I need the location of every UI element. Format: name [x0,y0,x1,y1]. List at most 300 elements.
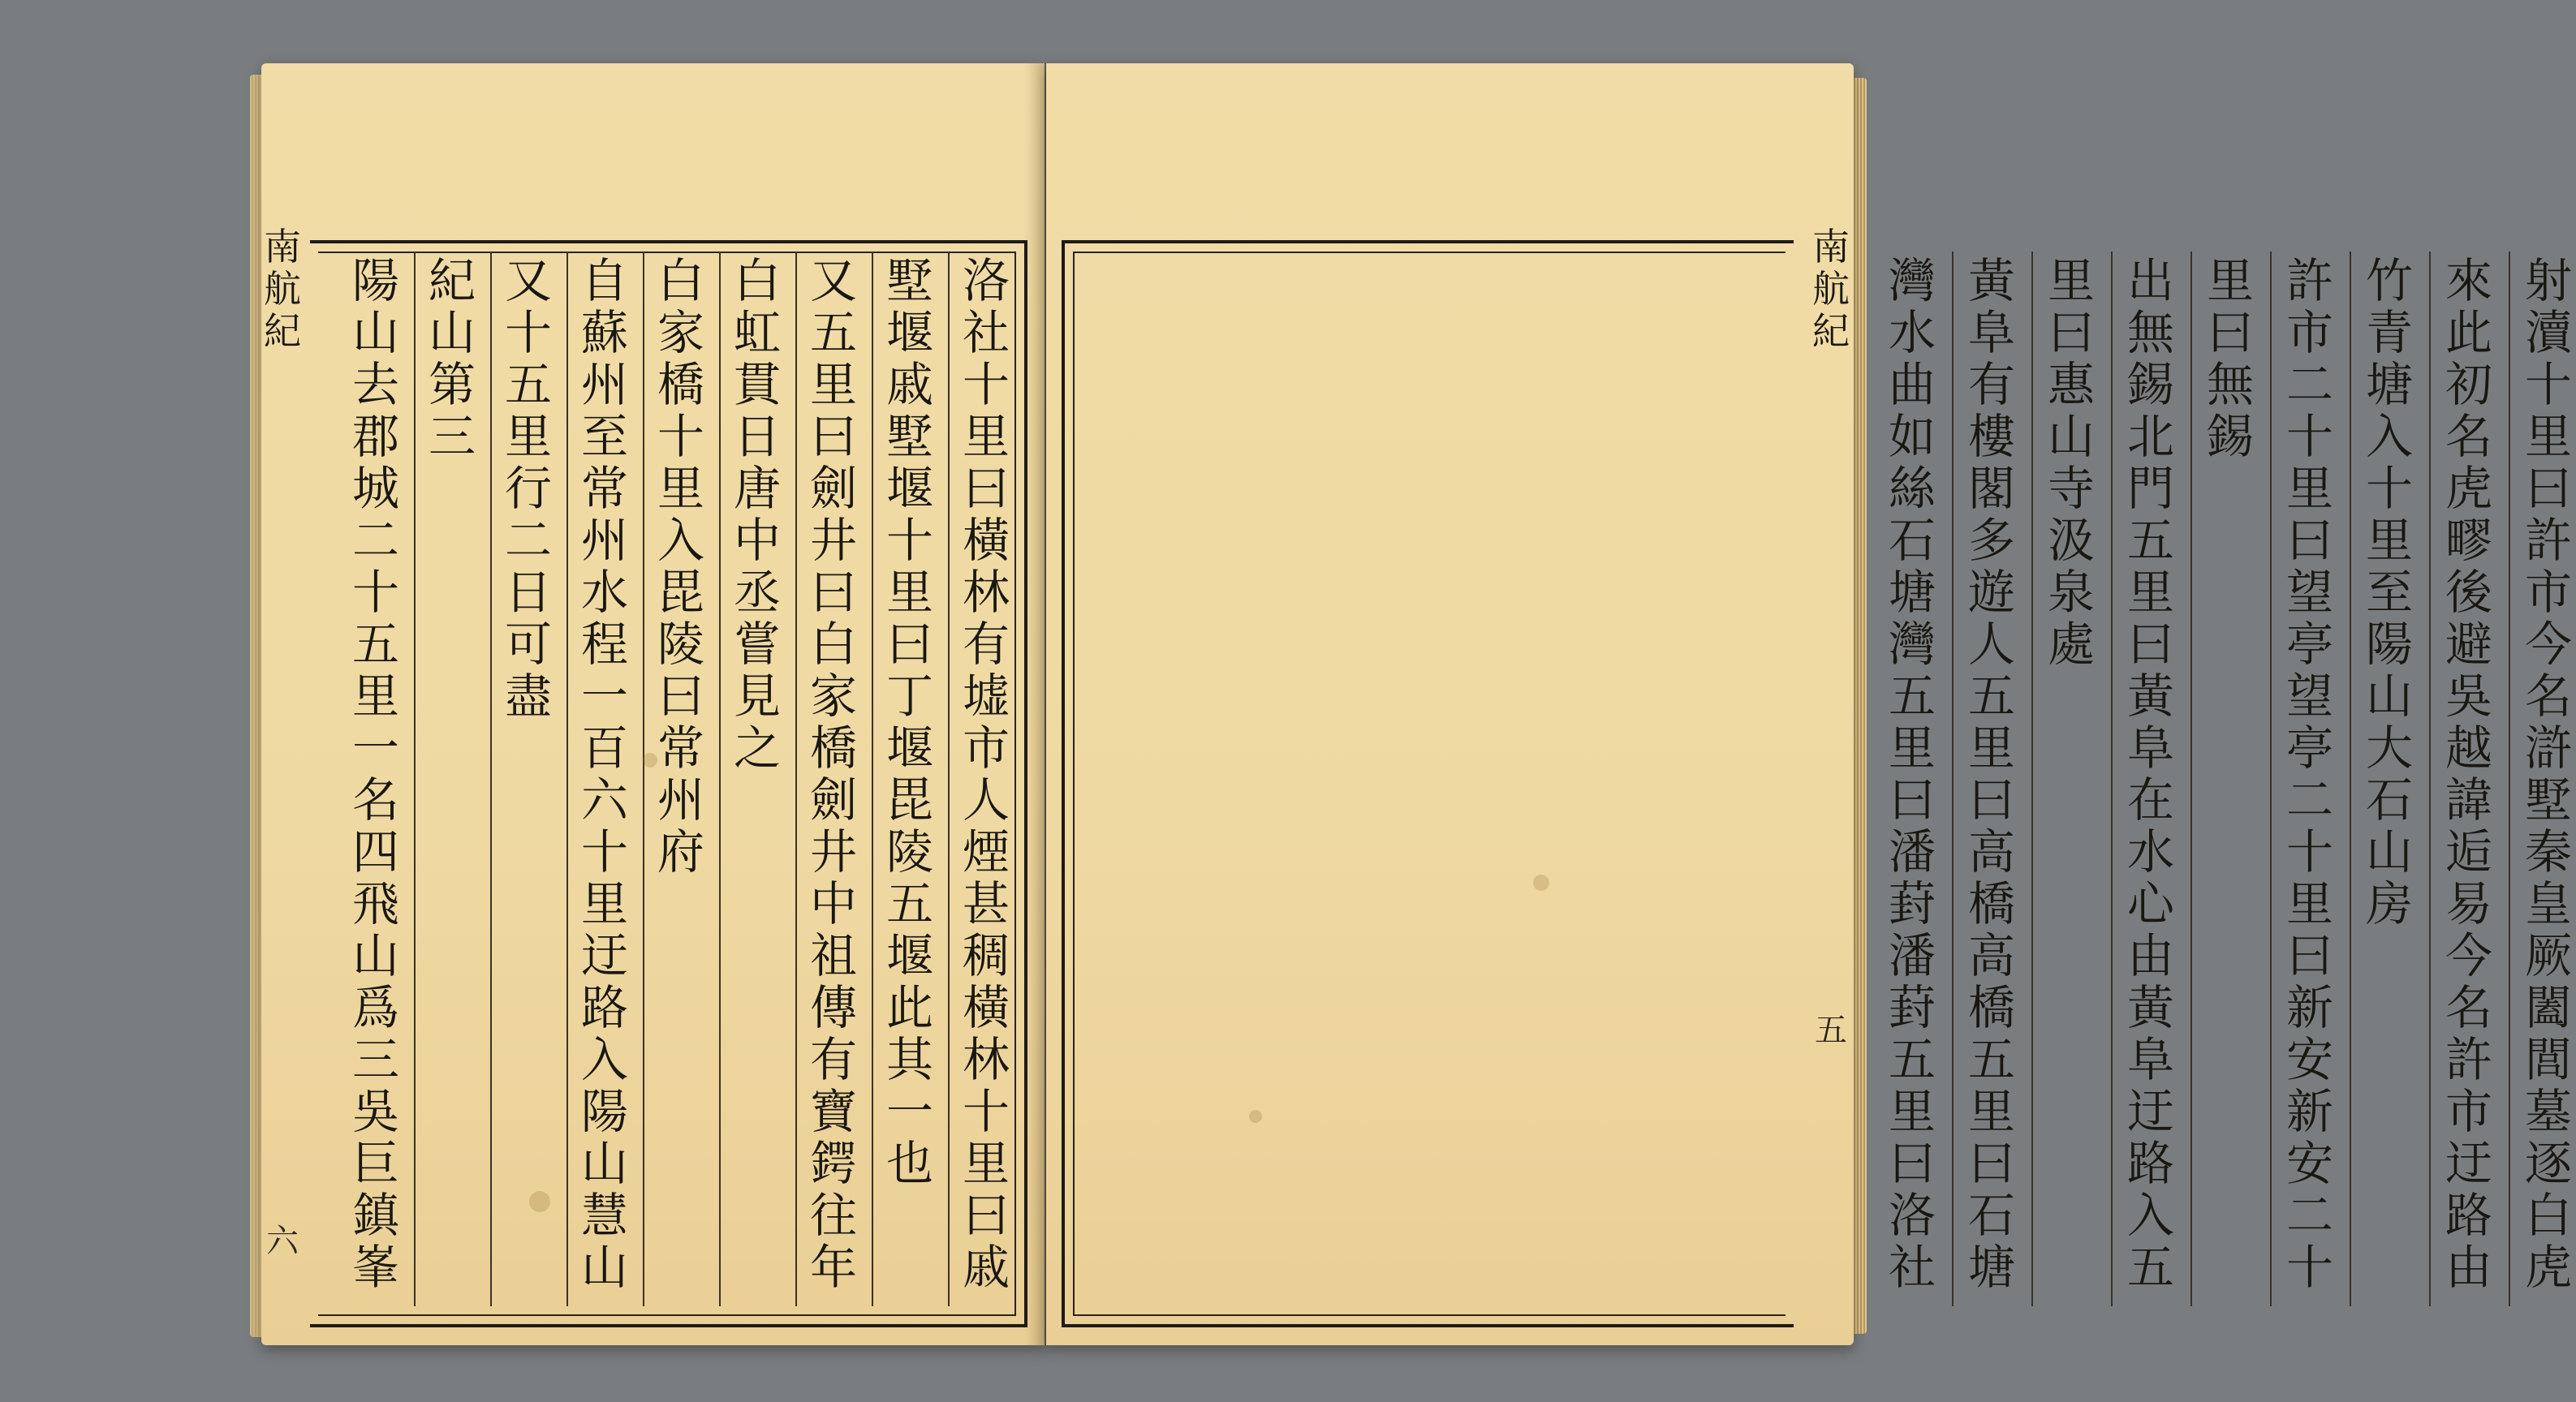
glyph: 在 [2126,772,2174,828]
right-folio: 五 [1815,1012,1847,1049]
glyph: 常 [580,461,628,516]
glyph: 里 [809,357,857,412]
glyph: 路 [580,980,628,1035]
glyph: 迂 [580,928,628,983]
glyph: 青 [2365,305,2413,360]
glyph: 里 [657,461,704,516]
glyph: 里 [1888,720,1936,776]
glyph: 百 [580,720,628,776]
glyph: 傳 [809,980,857,1035]
column-rule [490,252,492,1306]
glyph: 丞 [733,565,781,620]
glyph: 可 [504,617,552,672]
glyph: 市 [2285,305,2333,360]
glyph: 錫 [2206,409,2254,464]
glyph: 山 [580,1136,628,1191]
glyph: 慧 [580,1188,628,1243]
glyph: 入 [2126,1188,2174,1243]
glyph: 高 [1967,824,2015,879]
glyph: 北 [2126,409,2174,464]
glyph: 五 [1967,669,2015,724]
paper-stain [529,1191,550,1212]
glyph: 寶 [809,1084,857,1139]
glyph: 橋 [809,720,857,776]
glyph: 十 [580,824,628,879]
glyph: 入 [657,513,704,568]
glyph: 入 [580,1032,628,1087]
glyph: 名 [2524,669,2572,724]
glyph: 今 [2524,617,2572,672]
right-margin-title [1810,226,1852,352]
glyph: 入 [2365,409,2413,464]
glyph: 寺 [2047,461,2095,516]
glyph: 里 [2285,876,2333,931]
glyph: 有 [962,617,1010,672]
glyph: 瀆 [2524,305,2572,360]
glyph: 新 [2285,1084,2333,1139]
glyph: 由 [2445,1240,2492,1295]
glyph: 名 [2445,980,2492,1035]
glyph: 錫 [2126,357,2174,412]
glyph: 井 [809,824,857,879]
column-rule [872,252,873,1306]
glyph: 自 [580,253,628,308]
glyph: 里 [1967,720,2015,776]
glyph: 陽 [2365,617,2413,672]
glyph: 此 [2445,305,2492,360]
glyph: 二 [504,513,552,568]
glyph: 曰 [1967,1136,2015,1191]
glyph: 水 [1888,305,1936,360]
glyph: 遊 [1967,565,2015,620]
glyph: 丁 [885,669,933,724]
glyph: 有 [809,1032,857,1087]
glyph: 里 [962,1136,1010,1191]
text-column [730,255,785,1293]
glyph: 戚 [962,1240,1010,1295]
glyph: 州 [580,357,628,412]
glyph: 白 [2524,1188,2572,1243]
glyph: 家 [809,669,857,724]
glyph: 汲 [2047,513,2095,568]
right-page [1046,63,2572,1345]
glyph: 塘 [1888,565,1936,620]
text-column [501,255,556,1293]
glyph: 五 [1888,669,1936,724]
column-rule [948,252,950,1306]
text-column [2441,255,2496,1293]
glyph: 曰 [2126,617,2174,672]
glyph: 墓 [2524,1084,2572,1139]
glyph: 塘 [1967,1240,2015,1295]
glyph: 望 [2285,669,2333,724]
glyph: 六 [580,772,628,828]
glyph: 門 [2126,461,2174,516]
glyph: 山 [351,305,399,360]
glyph: 一 [351,720,399,776]
paper-stain [643,753,657,768]
glyph: 里 [504,409,552,464]
glyph: 堰 [885,720,933,776]
glyph: 劍 [809,772,857,828]
glyph: 吳 [2445,669,2492,724]
glyph: 曰 [1967,772,2015,828]
glyph: 無 [2126,305,2174,360]
text-column [958,255,1014,1293]
glyph: 今 [2445,928,2492,983]
glyph: 陵 [885,824,933,879]
glyph: 里 [2126,565,2174,620]
glyph: 山 [428,305,476,360]
glyph: 曰 [2285,928,2333,983]
text-column [1964,255,2019,1293]
glyph: 其 [885,1032,933,1087]
glyph: 祖 [809,928,857,983]
glyph: 多 [1967,513,2015,568]
glyph: 堰 [885,461,933,516]
glyph: 州 [657,772,704,828]
glyph: 鎮 [351,1188,399,1243]
column-rule [795,252,797,1306]
glyph: 墅 [885,409,933,464]
glyph: 橋 [1967,876,2015,931]
glyph: 里 [2365,513,2413,568]
glyph: 林 [962,565,1010,620]
glyph: 阜 [2126,720,2174,776]
glyph: 墟 [962,669,1010,724]
glyph: 日 [733,409,781,464]
glyph: 許 [2524,513,2572,568]
glyph: 年 [809,1240,857,1295]
glyph: 白 [733,253,781,308]
glyph: 堰 [885,928,933,983]
glyph: 中 [809,876,857,931]
glyph: 由 [2126,928,2174,983]
glyph: 井 [809,513,857,568]
glyph: 逐 [2524,1136,2572,1191]
glyph: 石 [1967,1188,2015,1243]
glyph: 樓 [1967,409,2015,464]
glyph: 飛 [351,876,399,931]
glyph: 橋 [657,357,704,412]
glyph: 處 [2047,617,2095,672]
glyph: 五 [2126,513,2174,568]
glyph: 亭 [2285,617,2333,672]
open-book [261,63,2572,1345]
glyph: 社 [962,305,1010,360]
glyph: 虹 [733,305,781,360]
glyph: 二 [2285,772,2333,828]
glyph: 葑 [1888,876,1936,931]
glyph: 煙 [962,824,1010,879]
glyph: 十 [351,565,399,620]
column-rule [2270,252,2272,1306]
glyph: 安 [2285,1032,2333,1087]
text-column [2362,255,2417,1293]
glyph: 五 [809,305,857,360]
glyph: 三 [351,1032,399,1087]
paper-stain [1249,1110,1262,1123]
glyph: 葑 [1888,980,1936,1035]
margin-title-text: 南 航 紀 [1812,225,1850,353]
glyph: 五 [1967,1032,2015,1087]
glyph: 十 [2285,409,2333,464]
column-rule [2111,252,2113,1306]
glyph: 又 [809,253,857,308]
glyph: 十 [2365,461,2413,516]
glyph: 程 [580,617,628,672]
glyph: 皇 [2524,876,2572,931]
glyph: 虎 [2445,461,2492,516]
text-column [2203,255,2258,1293]
text-column [1885,255,1940,1293]
glyph: 里 [580,876,628,931]
text-column [882,255,937,1293]
margin-title-text: 南 航 紀 [264,225,301,353]
glyph: 林 [962,1032,1010,1087]
glyph: 去 [351,357,399,412]
glyph: 黃 [2126,980,2174,1035]
glyph: 山 [2047,409,2095,464]
text-column [2044,255,2099,1293]
glyph: 府 [657,824,704,879]
glyph: 絲 [1888,461,1936,516]
column-rule [2429,252,2431,1306]
glyph: 里 [2206,253,2254,308]
glyph: 里 [2047,253,2095,308]
glyph: 安 [2285,1136,2333,1191]
left-margin-title [261,226,304,352]
glyph: 許 [2445,1032,2492,1087]
glyph: 初 [2445,357,2492,412]
glyph: 白 [809,617,857,672]
glyph: 來 [2445,253,2492,308]
column-rule [2509,252,2510,1306]
glyph: 又 [504,253,552,308]
text-column [424,255,480,1293]
glyph: 房 [2365,876,2413,931]
glyph: 逅 [2445,824,2492,879]
glyph: 十 [962,1084,1010,1139]
glyph: 山 [580,1240,628,1295]
glyph: 射 [2524,253,2572,308]
glyph: 陵 [657,617,704,672]
text-column [577,255,632,1293]
glyph: 里 [962,409,1010,464]
glyph: 阜 [2126,1032,2174,1087]
glyph: 泉 [2047,565,2095,620]
glyph: 堰 [885,305,933,360]
glyph: 有 [1967,357,2015,412]
glyph: 十 [2285,1240,2333,1295]
glyph: 後 [2445,565,2492,620]
text-column [348,255,403,1293]
glyph: 曲 [1888,357,1936,412]
glyph: 橫 [962,980,1010,1035]
glyph: 至 [580,409,628,464]
glyph: 名 [351,772,399,828]
glyph: 毘 [657,565,704,620]
glyph: 一 [580,669,628,724]
glyph: 一 [885,1084,933,1139]
glyph: 至 [2365,565,2413,620]
glyph: 五 [885,876,933,931]
glyph: 曰 [2285,513,2333,568]
glyph: 劍 [809,461,857,516]
glyph: 曰 [809,409,857,464]
glyph: 厥 [2524,928,2572,983]
glyph: 避 [2445,617,2492,672]
glyph: 三 [428,409,476,464]
glyph: 州 [580,513,628,568]
left-page [261,63,1045,1345]
glyph: 路 [2126,1136,2174,1191]
glyph: 二 [2285,1188,2333,1243]
paper-stain [1533,875,1549,891]
glyph: 峯 [351,1240,399,1295]
glyph: 山 [351,928,399,983]
glyph: 往 [809,1188,857,1243]
glyph: 五 [2126,1240,2174,1295]
glyph: 甚 [962,876,1010,931]
glyph: 貫 [733,357,781,412]
glyph: 出 [2126,253,2174,308]
glyph: 稠 [962,928,1010,983]
glyph: 十 [504,305,552,360]
glyph: 嘗 [733,617,781,672]
glyph: 名 [2445,409,2492,464]
glyph: 迂 [2126,1084,2174,1139]
glyph: 五 [1888,1032,1936,1087]
glyph: 郡 [351,409,399,464]
glyph: 曰 [657,669,704,724]
glyph: 新 [2285,980,2333,1035]
glyph: 曰 [809,565,857,620]
glyph: 曰 [2524,461,2572,516]
glyph: 山 [2365,824,2413,879]
text-column [2123,255,2178,1293]
glyph: 爲 [351,980,399,1035]
glyph: 市 [2524,565,2572,620]
glyph: 潘 [1888,928,1936,983]
glyph: 陽 [351,253,399,308]
glyph: 諱 [2445,772,2492,828]
glyph: 灣 [1888,617,1936,672]
glyph: 二 [351,513,399,568]
glyph: 橋 [1967,980,2015,1035]
glyph: 常 [657,720,704,776]
glyph: 心 [2126,876,2174,931]
column-rule [1952,252,1954,1306]
text-column [2282,255,2337,1293]
glyph: 高 [1967,928,2015,983]
glyph: 市 [962,720,1010,776]
glyph: 水 [2126,824,2174,879]
glyph: 市 [2445,1084,2492,1139]
glyph: 曰 [885,617,933,672]
glyph: 如 [1888,409,1936,464]
glyph: 墅 [885,253,933,308]
glyph: 滸 [2524,720,2572,776]
left-folio: 六 [266,1223,299,1260]
glyph: 十 [885,513,933,568]
glyph: 虎 [2524,1240,2572,1295]
glyph: 迂 [2445,1136,2492,1191]
glyph: 日 [504,565,552,620]
glyph: 許 [2285,253,2333,308]
glyph: 十 [2524,357,2572,412]
glyph: 黃 [2126,669,2174,724]
glyph: 里 [885,565,933,620]
glyph: 易 [2445,876,2492,931]
glyph: 黃 [1967,253,2015,308]
glyph: 里 [1967,1084,2015,1139]
glyph: 望 [2285,565,2333,620]
text-column [2521,255,2576,1293]
glyph: 惠 [2047,357,2095,412]
glyph: 人 [1967,617,2015,672]
column-rule [643,252,644,1306]
glyph: 橫 [962,513,1010,568]
text-column [806,255,861,1293]
glyph: 大 [2365,720,2413,776]
column-rule [2031,252,2033,1306]
glyph: 山 [2365,669,2413,724]
glyph: 水 [580,565,628,620]
glyph: 石 [2365,772,2413,828]
column-rule [719,252,721,1306]
glyph: 家 [657,305,704,360]
glyph: 閭 [2524,1032,2572,1087]
glyph: 蘇 [580,305,628,360]
glyph: 陽 [580,1084,628,1139]
glyph: 此 [885,980,933,1035]
glyph: 中 [733,513,781,568]
glyph: 唐 [733,461,781,516]
glyph: 曰 [1888,772,1936,828]
glyph: 鍔 [809,1136,857,1191]
glyph: 曰 [2206,305,2254,360]
glyph: 里 [1888,1084,1936,1139]
glyph: 行 [504,461,552,516]
glyph: 吳 [351,1084,399,1139]
glyph: 疁 [2445,513,2492,568]
column-rule [566,252,568,1306]
glyph: 闔 [2524,980,2572,1035]
glyph: 塘 [2365,357,2413,412]
glyph: 十 [657,409,704,464]
glyph: 潘 [1888,824,1936,879]
glyph: 亭 [2285,720,2333,776]
glyph: 也 [885,1136,933,1191]
glyph: 墅 [2524,772,2572,828]
glyph: 里 [351,669,399,724]
glyph: 十 [2285,824,2333,879]
glyph: 阜 [1967,305,2015,360]
glyph: 曰 [962,461,1010,516]
glyph: 閣 [1967,461,2015,516]
glyph: 紀 [428,253,476,308]
glyph: 灣 [1888,253,1936,308]
glyph: 城 [351,461,399,516]
glyph: 社 [1888,1240,1936,1295]
glyph: 石 [1888,513,1936,568]
glyph: 戚 [885,357,933,412]
glyph: 曰 [2047,305,2095,360]
glyph: 曰 [1888,1136,1936,1191]
column-rule [2190,252,2192,1306]
glyph: 見 [733,669,781,724]
